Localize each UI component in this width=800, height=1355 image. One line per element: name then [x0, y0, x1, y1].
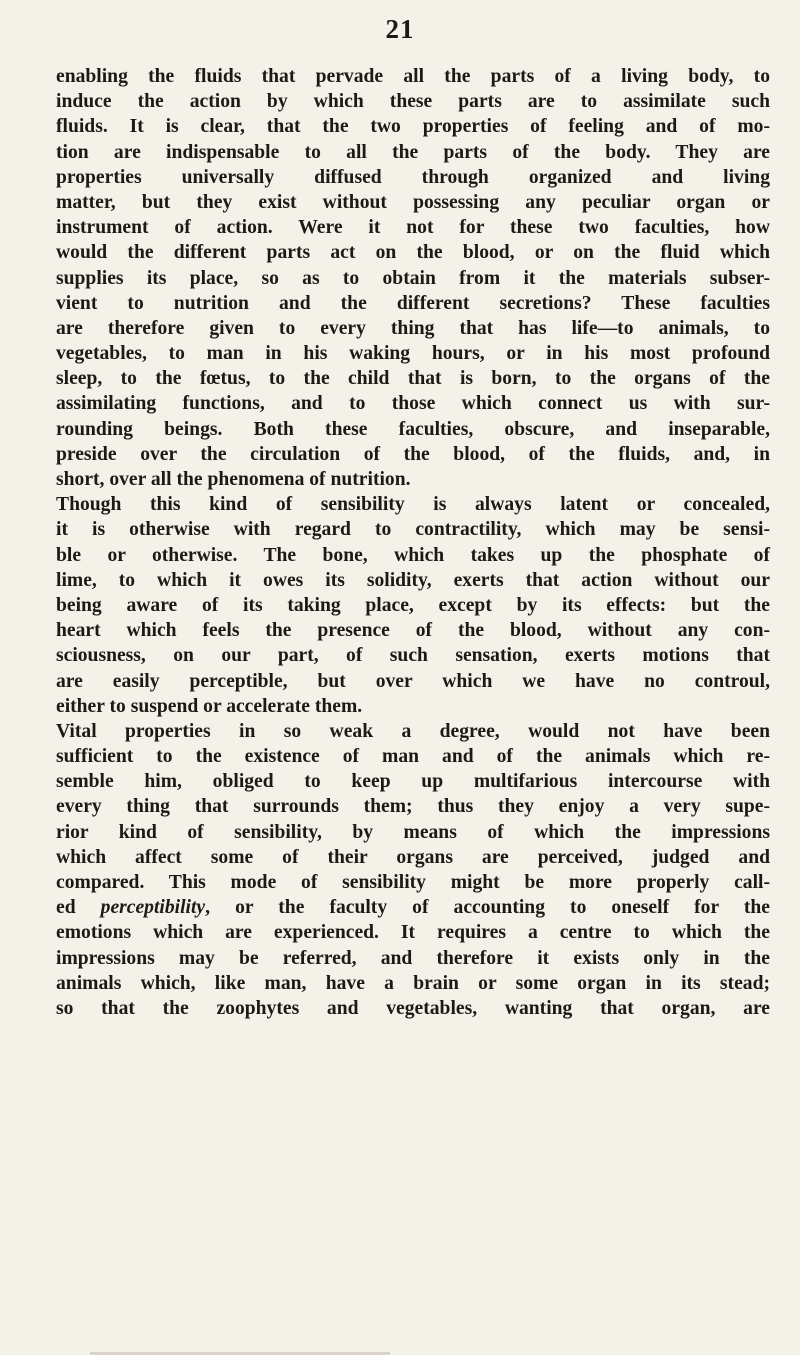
text-line: enabling the fluids that pervade all the parts of a living body, to: [56, 66, 770, 87]
body-text: [56, 64, 770, 1021]
text-line: short, over all the phenomena of nutrition.: [56, 469, 411, 490]
text-line: would the different parts act on the blood, or on the fluid which: [56, 242, 770, 264]
text-line: sufficient to the existence of man and of the animals which re-: [56, 746, 770, 768]
text-line: Vital properties in so weak a degree, would not have been: [56, 720, 770, 742]
text-line: properties universally diffused through organized and living: [56, 166, 770, 188]
text-line: assimilating functions, and to those which connect us with sur-: [56, 393, 770, 415]
text-line: sleep, to the fœtus, to the child that is born, to the organs of the: [56, 368, 770, 390]
text-line: ed perceptibility, or the faculty of accounting to oneself for the: [56, 897, 770, 919]
page-number: 21: [385, 14, 415, 44]
text-line: instrument of action. Were it not for these two faculties, how: [56, 217, 770, 239]
text-line: semble him, obliged to keep up multifarious intercourse with: [56, 771, 770, 793]
text-line: induce the action by which these parts are to assimilate such: [56, 91, 770, 113]
text-line: are therefore given to every thing that has life—to animals, to: [56, 317, 770, 339]
text-line: sciousness, on our part, of such sensation, exerts motions that: [56, 645, 770, 667]
text-line: Though this kind of sensibility is always latent or concealed,: [56, 494, 770, 516]
text-line: impressions may be referred, and therefore it exists only in the: [56, 947, 770, 969]
text-line: vegetables, to man in his waking hours, or in his most profound: [56, 343, 770, 365]
text-line: vient to nutrition and the different secretions? These faculties: [56, 292, 770, 314]
text-line: compared. This mode of sensibility might be more properly call-: [56, 872, 770, 893]
text-line: either to suspend or accelerate them.: [56, 695, 363, 717]
text-line: heart which feels the presence of the blood, without any con-: [56, 620, 770, 642]
text-line: which affect some of their organs are perceived, judged and: [56, 846, 770, 868]
text-line: lime, to which it owes its solidity, exerts that action without our: [56, 569, 770, 591]
text-line: tion are indispensable to all the parts of the body. They are: [56, 141, 770, 163]
text-line: so that the zoophytes and vegetables, wanting that organ, are: [56, 997, 770, 1019]
text-line: emotions which are experienced. It requires a centre to which the: [56, 922, 770, 944]
text-line: preside over the circulation of the blood, of the fluids, and, in: [56, 443, 770, 465]
text-line: animals which, like man, have a brain or some organ in its stead;: [56, 972, 770, 994]
text-line: every thing that surrounds them; thus they enjoy a very supe-: [56, 796, 770, 818]
text-line: ble or otherwise. The bone, which takes up the phosphate of: [56, 544, 770, 566]
text-line: supplies its place, so as to obtain from it the materials subser-: [56, 267, 770, 289]
text-line: matter, but they exist without possessing any peculiar organ or: [56, 191, 770, 213]
text-line: rior kind of sensibility, by means of which the impressions: [56, 821, 770, 843]
text-line: fluids. It is clear, that the two properties of feeling and of mo-: [56, 116, 770, 138]
text-line: are easily perceptible, but over which we have no controul,: [56, 670, 770, 692]
italic-term: perceptibility: [100, 897, 206, 919]
text-line: it is otherwise with regard to contractility, which may be sensi-: [56, 519, 770, 541]
text-line: rounding beings. Both these faculties, obscure, and inseparable,: [56, 418, 770, 440]
text-line: being aware of its taking place, except by its effects: but the: [56, 594, 770, 616]
